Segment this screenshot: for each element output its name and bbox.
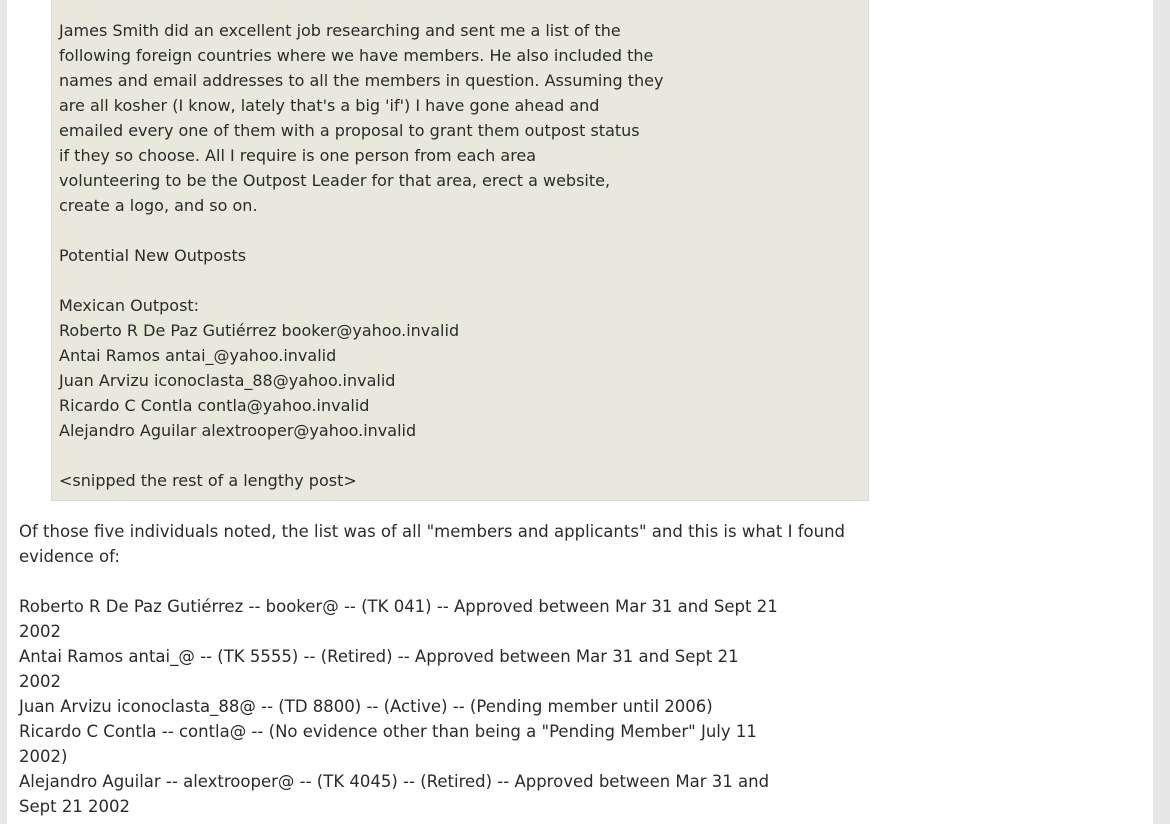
finding-item: Alejandro Aguilar -- alextrooper@ -- (TK 4045) -- (Retired) -- Approved between Mar 31 and Sept 21 2002 [19, 772, 770, 816]
quote-subheading: Mexican Outpost: [59, 296, 200, 315]
finding-item: Roberto R De Paz Gutiérrez -- booker@ -- (TK 041) -- Approved between Mar 31 and Sept 21 2002 [19, 597, 778, 641]
quote-blank-line [59, 443, 663, 468]
quote-member-line: Antai Ramos antai_@yahoo.invalid [59, 346, 337, 365]
quote-line: names and email addresses to all the members in question. Assuming they [59, 71, 664, 90]
quote-block [51, 0, 869, 501]
quote-blank-line [59, 268, 663, 293]
quote-blank-line [59, 218, 663, 243]
finding-item: Ricardo C Contla -- contla@ -- (No evidence other than being a "Pending Member" July 11 2002) [19, 722, 757, 766]
quote-line: create a logo, and so on. [59, 196, 258, 215]
paragraph-gap [19, 569, 879, 594]
finding-item: Juan Arvizu iconoclasta_88@ -- (TD 8800) -- (Active) -- (Pending member until 2006) [19, 697, 713, 716]
quote-line: volunteering to be the Outpost Leader for that area, erect a website, [59, 171, 611, 190]
quote-line: are all kosher (I know, lately that's a big 'if') I have gone ahead and [59, 96, 600, 115]
quote-line: if they so choose. All I require is one person from each area [59, 146, 537, 165]
quote-lines [59, 18, 663, 493]
quote-line: James Smith did an excellent job researching and sent me a list of the [59, 21, 621, 40]
intro-paragraph: Of those five individuals noted, the list was of all "members and applicants" and this is what I found evidence of: [19, 522, 846, 566]
post-content [7, 0, 1153, 824]
findings-list [19, 594, 879, 819]
quote-line: emailed every one of them with a proposal to grant them outpost status [59, 121, 640, 140]
quote-heading: Potential New Outposts [59, 246, 247, 265]
post-body [19, 519, 879, 819]
quote-line: following foreign countries where we have members. He also included the [59, 46, 654, 65]
quote-member-line: Ricardo C Contla contla@yahoo.invalid [59, 396, 370, 415]
finding-item: Antai Ramos antai_@ -- (TK 5555) -- (Retired) -- Approved between Mar 31 and Sept 21 2002 [19, 647, 739, 691]
quote-member-line: Juan Arvizu iconoclasta_88@yahoo.invalid [59, 371, 396, 390]
quote-member-line: Roberto R De Paz Gutiérrez booker@yahoo.invalid [59, 321, 460, 340]
quote-member-line: Alejandro Aguilar alextrooper@yahoo.invalid [59, 421, 417, 440]
quote-snip-note: <snipped the rest of a lengthy post> [59, 471, 357, 490]
